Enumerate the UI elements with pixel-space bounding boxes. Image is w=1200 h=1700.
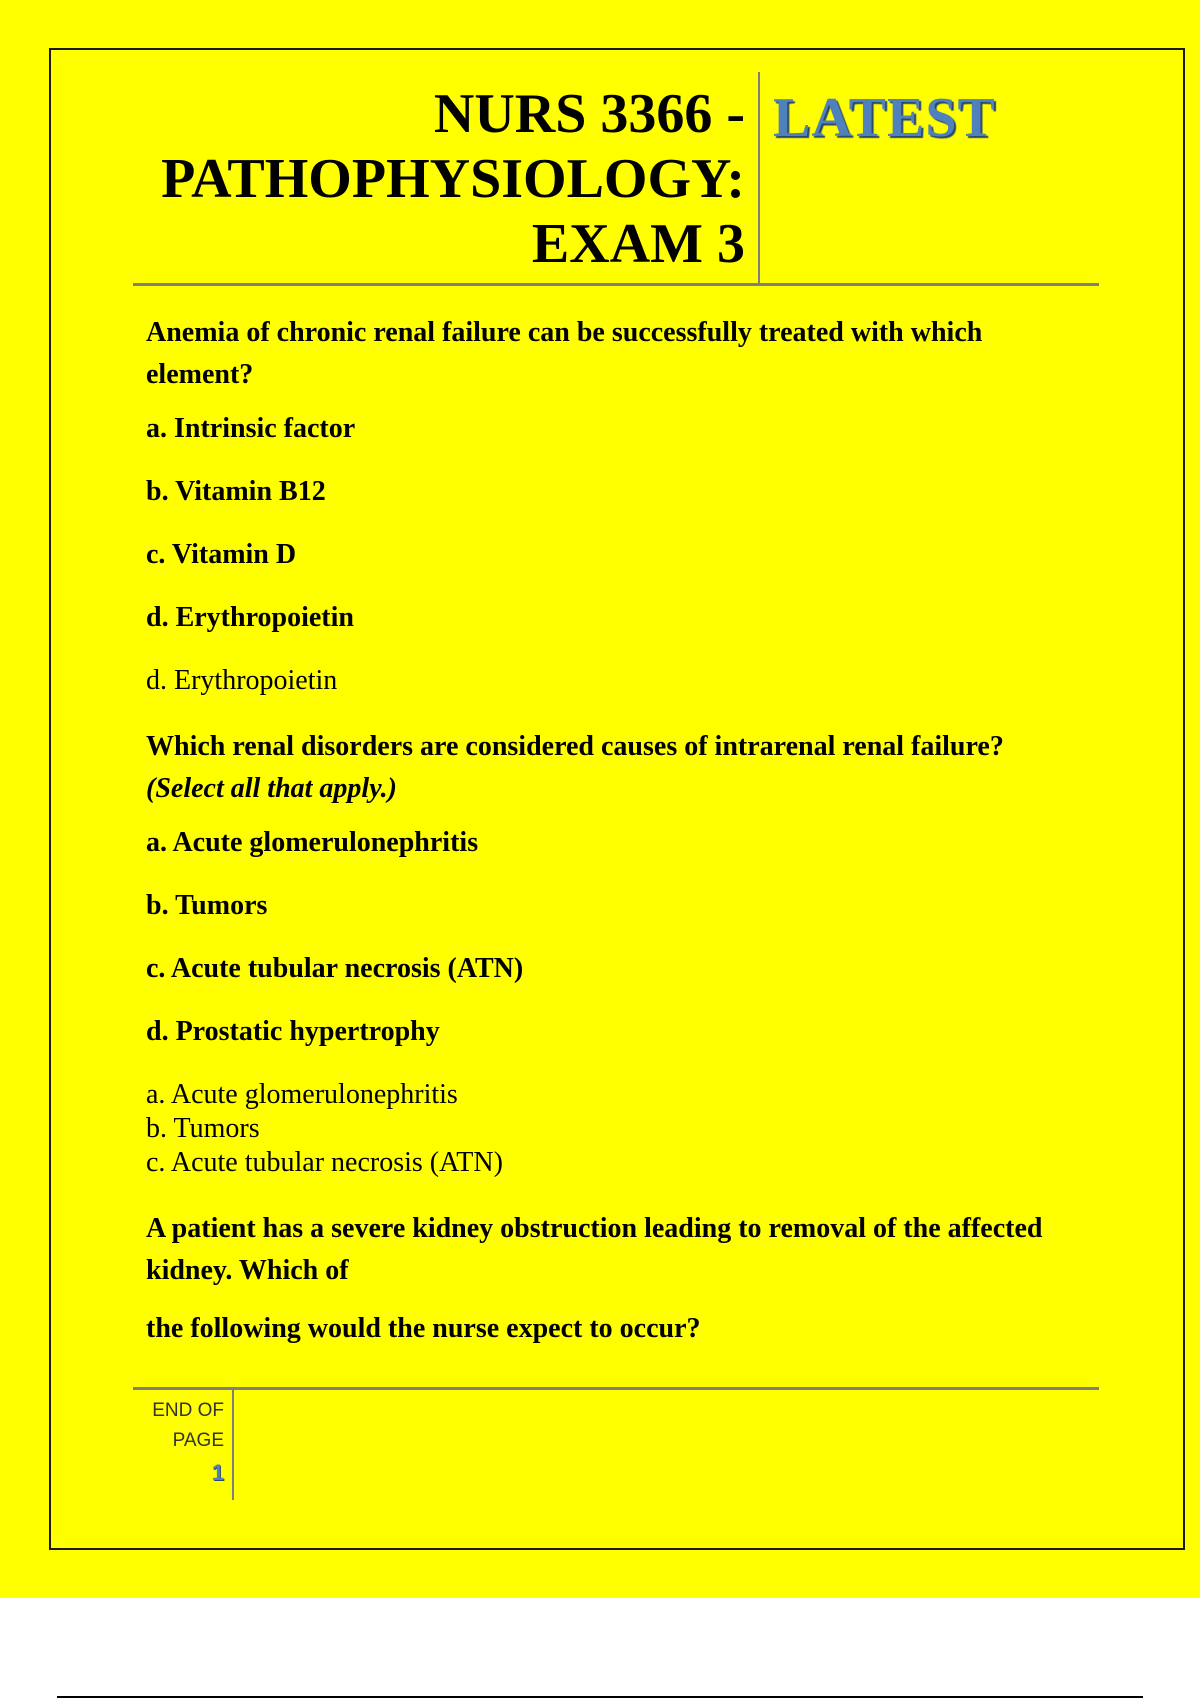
latest-tag: LATEST bbox=[773, 87, 996, 149]
page-footer bbox=[140, 1396, 224, 1488]
question-1-text: Anemia of chronic renal failure can be successfully treated with which element? bbox=[146, 317, 983, 390]
document-body bbox=[146, 312, 1086, 1366]
question-2-option-b: b. Tumors bbox=[146, 890, 268, 921]
question-1-option-c: c. Vitamin D bbox=[146, 539, 297, 570]
document-header bbox=[133, 72, 1099, 286]
question-2-answer-3: c. Acute tubular necrosis (ATN) bbox=[146, 1147, 503, 1178]
question-3-text-continued: the following would the nurse expect to occur? bbox=[146, 1313, 701, 1344]
question-2-answer-2: b. Tumors bbox=[146, 1113, 260, 1144]
question-1-option-a: a. Intrinsic factor bbox=[146, 413, 356, 444]
bottom-rule bbox=[57, 1696, 1143, 1698]
question-1-answer: d. Erythropoietin bbox=[146, 665, 338, 696]
title-line-3: EXAM 3 bbox=[531, 213, 745, 275]
footer-label-line-1: END OF bbox=[152, 1400, 224, 1421]
header-divider bbox=[758, 72, 760, 283]
question-3-text: A patient has a severe kidney obstruction leading to removal of the affected kidney. Which of bbox=[146, 1213, 1043, 1286]
question-1-option-b: b. Vitamin B12 bbox=[146, 476, 326, 507]
question-2-instruction: (Select all that apply.) bbox=[146, 773, 397, 804]
question-2-option-c: c. Acute tubular necrosis (ATN) bbox=[146, 953, 524, 984]
question-1-option-d: d. Erythropoietin bbox=[146, 602, 354, 633]
footer-divider bbox=[133, 1387, 1099, 1390]
question-2-option-d: d. Prostatic hypertrophy bbox=[146, 1016, 440, 1047]
title-line-1: NURS 3366 - bbox=[433, 83, 745, 145]
footer-vertical-divider bbox=[232, 1390, 234, 1500]
title-line-2: PATHOPHYSIOLOGY: bbox=[161, 148, 745, 210]
question-2-option-a: a. Acute glomerulonephritis bbox=[146, 827, 479, 858]
question-2-text bbox=[146, 726, 1086, 810]
question-2-stem: Which renal disorders are considered causes of intrarenal renal failure? bbox=[146, 731, 1004, 762]
footer-label-line-2: PAGE bbox=[172, 1430, 224, 1451]
document-title bbox=[133, 82, 745, 277]
page-number: 1 bbox=[211, 1460, 224, 1485]
question-2-answer-1: a. Acute glomerulonephritis bbox=[146, 1079, 458, 1110]
